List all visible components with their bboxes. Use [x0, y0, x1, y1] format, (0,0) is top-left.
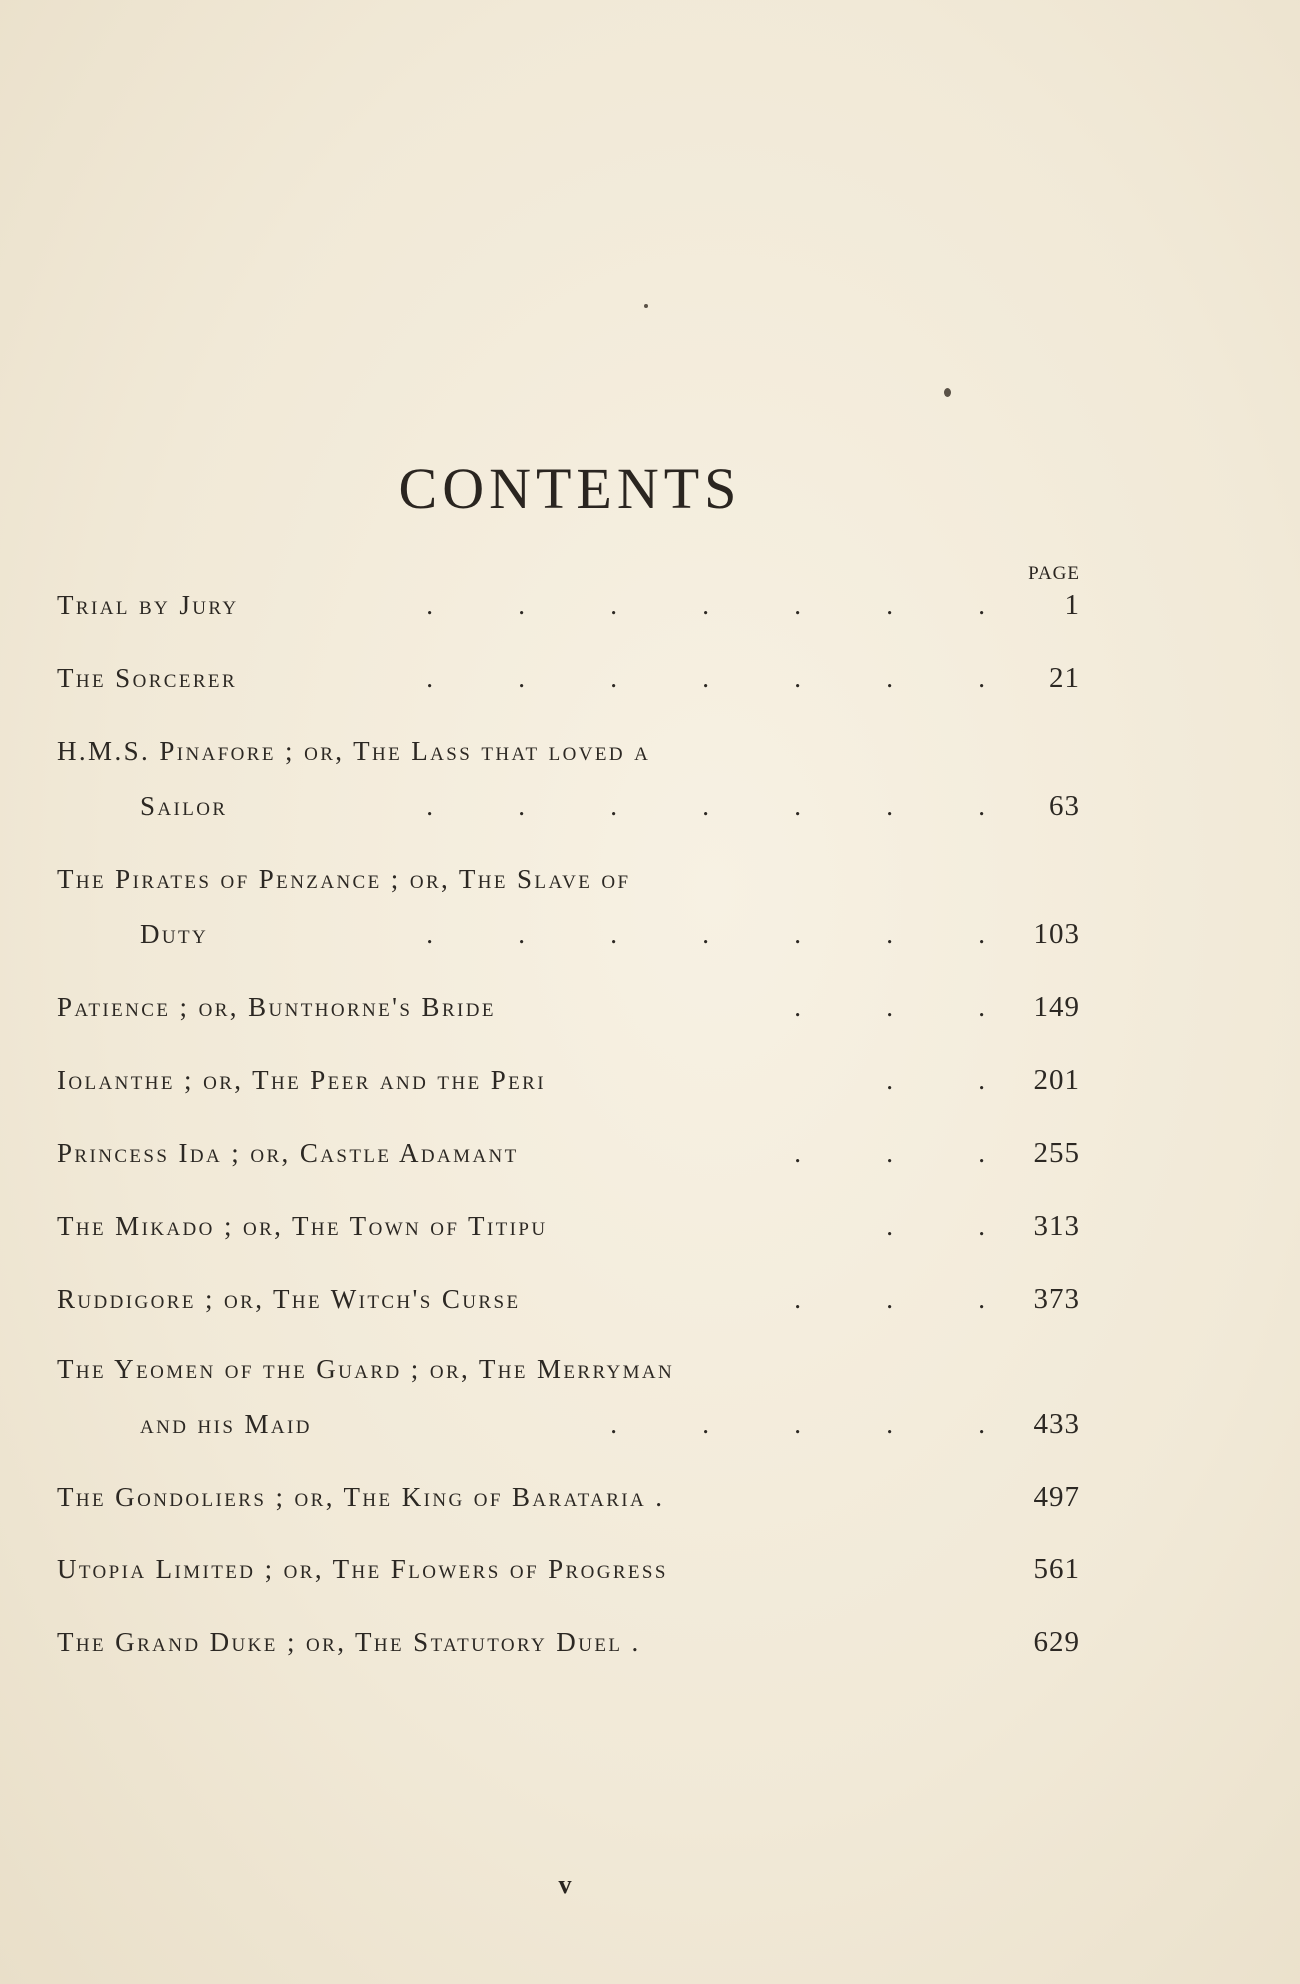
entry-title-continued: and his Maid [140, 1409, 312, 1439]
entry-title: The Grand Duke ; or, The Statutory Duel . [57, 1627, 641, 1657]
toc-entry [57, 1126, 1080, 1181]
contents-title: CONTENTS [398, 456, 742, 521]
entry-title: Utopia Limited ; or, The Flowers of Progress [57, 1554, 668, 1584]
toc-entry [57, 980, 1080, 1035]
toc-entry [57, 1053, 1080, 1108]
dot-leader: . . . [794, 1284, 985, 1314]
dot-leader: . . [886, 1065, 985, 1095]
entry-page-number: 149 [1033, 991, 1080, 1023]
toc-entry [57, 578, 1080, 633]
dot-leader: . . . . . [610, 1409, 985, 1439]
toc-entry [57, 1272, 1080, 1327]
toc-entry [57, 852, 1080, 962]
entry-title: The Yeomen of the Guard ; or, The Merryman [57, 1354, 675, 1384]
dot-leader: . . . . . . . [426, 919, 985, 949]
entry-page-number: 103 [1033, 918, 1080, 950]
entry-page-number: 21 [1049, 662, 1080, 694]
entry-page-number: 313 [1033, 1210, 1080, 1242]
toc-entry [57, 1615, 1080, 1670]
toc-entry [57, 651, 1080, 706]
entry-title: Iolanthe ; or, The Peer and the Peri [57, 1065, 546, 1095]
toc-entry [57, 1542, 1080, 1597]
entry-title-continued: Sailor [140, 791, 228, 821]
page-folio: v [558, 1870, 572, 1899]
entry-page-number: 255 [1033, 1137, 1080, 1169]
dot-leader: . . . [794, 992, 985, 1022]
entry-title: The Mikado ; or, The Town of Titipu [57, 1211, 548, 1241]
dot-leader: . . . . . . . [426, 663, 985, 693]
entry-title: The Gondoliers ; or, The King of Barataria . [57, 1482, 665, 1512]
entry-page-number: 561 [1033, 1553, 1080, 1585]
entry-page-number: 433 [1033, 1408, 1080, 1440]
entry-page-number: 63 [1049, 790, 1080, 822]
dot-leader: . . . . . . . [426, 590, 985, 620]
entry-title-continued: Duty [140, 919, 209, 949]
toc-entry [57, 1199, 1080, 1254]
entry-page-number: 373 [1033, 1283, 1080, 1315]
entry-title: Princess Ida ; or, Castle Adamant [57, 1138, 519, 1168]
entry-page-number: 1 [1064, 589, 1080, 621]
entry-page-number: 497 [1033, 1481, 1080, 1513]
entry-title: The Pirates of Penzance ; or, The Slave of [57, 864, 631, 894]
entry-title: Ruddigore ; or, The Witch's Curse [57, 1284, 521, 1314]
entry-title: Trial by Jury [57, 590, 239, 620]
entry-page-number: 201 [1033, 1064, 1080, 1096]
dot-leader: . . [886, 1211, 985, 1241]
entry-title: The Sorcerer [57, 663, 238, 693]
entry-title: H.M.S. Pinafore ; or, The Lass that loved a [57, 736, 651, 766]
page-column-heading: PAGE [1028, 563, 1080, 584]
toc-entry [57, 724, 1080, 834]
toc-entry [57, 1342, 1080, 1452]
dot-leader: . . . [794, 1138, 985, 1168]
entry-page-number: 629 [1033, 1626, 1080, 1658]
entry-title: Patience ; or, Bunthorne's Bride [57, 992, 496, 1022]
dot-leader: . . . . . . . [426, 791, 985, 821]
toc-entry [57, 1470, 1080, 1525]
